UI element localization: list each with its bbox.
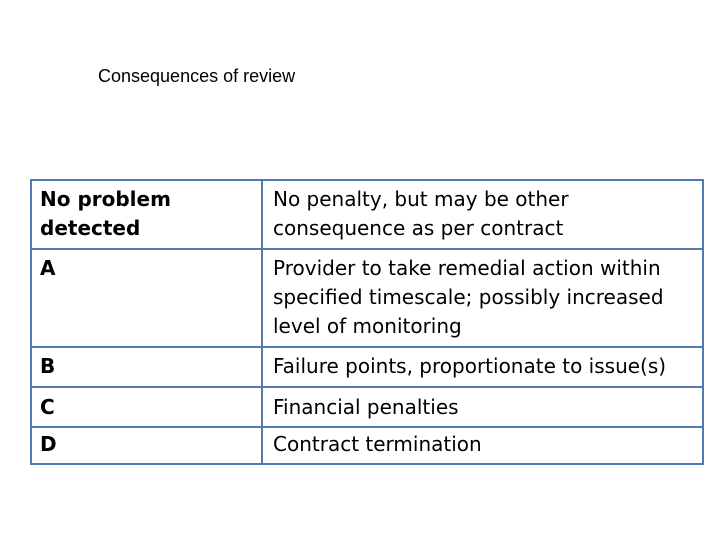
consequence-cell: Financial penalties	[262, 387, 703, 427]
slide-title: Consequences of review	[98, 66, 296, 86]
grade-cell: D	[31, 427, 262, 464]
table-row	[31, 427, 703, 464]
consequence-cell: No penalty, but may be other consequence as per contract	[262, 180, 703, 249]
table-row	[31, 387, 703, 427]
table-row	[31, 249, 703, 347]
grade-cell: B	[31, 347, 262, 387]
consequence-cell: Failure points, proportionate to issue(s)	[262, 347, 703, 387]
grade-cell: A	[31, 249, 262, 347]
consequence-cell: Contract termination	[262, 427, 703, 464]
table-row	[31, 347, 703, 387]
grade-cell: No problem detected	[31, 180, 262, 249]
consequences-table	[30, 179, 704, 465]
consequence-cell: Provider to take remedial action within specified timescale; possibly increased level of monitoring	[262, 249, 703, 347]
grade-cell: C	[31, 387, 262, 427]
table-row	[31, 180, 703, 249]
